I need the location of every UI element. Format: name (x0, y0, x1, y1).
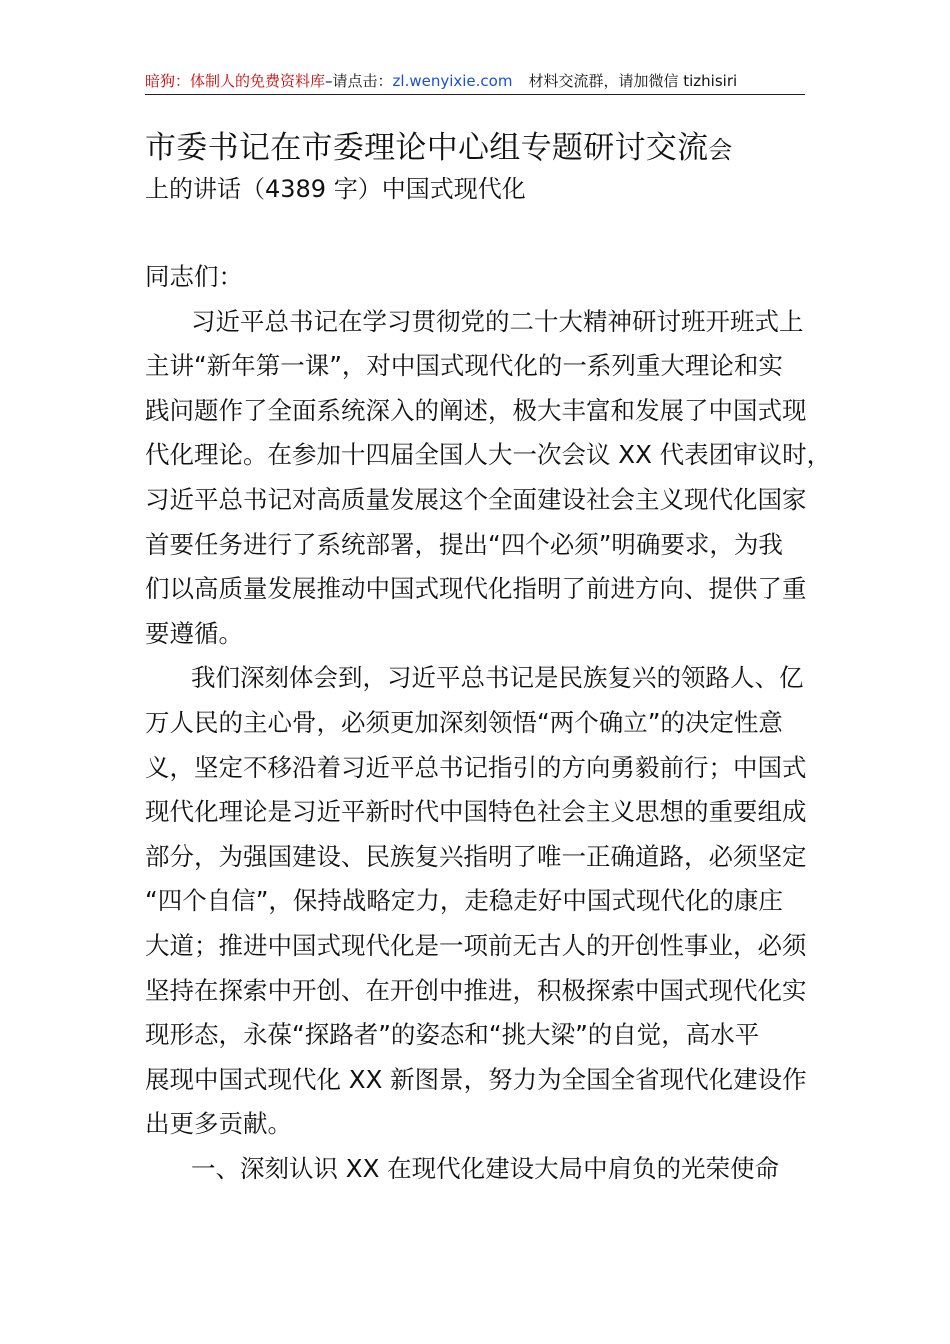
paragraph-1-line-7: 们以高质量发展推动中国式现代化指明了前进方向、提供了重 (145, 574, 807, 604)
header-click-prompt: –请点击： (325, 72, 393, 90)
title-tail: 会 (708, 136, 733, 164)
title-main: 市委书记在市委理论中心组专题研讨交流 (145, 130, 709, 166)
document-title (145, 124, 815, 172)
header-brand: 暗狗：体制人的免费资料库 (145, 72, 326, 90)
paragraph-2-line-3: 义，坚定不移沿着习近平总书记指引的方向勇毅前行；中国式 (145, 752, 807, 782)
page-header (145, 68, 805, 95)
paragraph-2-line-11: 出更多贡献。 (145, 1109, 292, 1139)
paragraph-2-line-6: “四个自信”，保持战略定力，走稳走好中国式现代化的康庄 (145, 886, 783, 916)
paragraph-1-line-1: 习近平总书记在学习贯彻党的二十大精神研讨班开班式上 (191, 306, 804, 336)
paragraph-2-line-2: 万人民的主心骨，必须更加深刻领悟“两个确立”的决定性意 (145, 707, 783, 737)
paragraph-1-line-5: 习近平总书记对高质量发展这个全面建设社会主义现代化国家 (145, 484, 807, 514)
paragraph-1-line-8: 要遵循。 (145, 618, 243, 648)
paragraph-2-line-10: 展现中国式现代化 XX 新图景，努力为全国全省现代化建设作 (145, 1064, 807, 1094)
paragraph-1-line-2: 主讲“新年第一课”，对中国式现代化的一系列重大理论和实 (145, 351, 783, 381)
paragraph-2-line-4: 现代化理论是习近平新时代中国特色社会主义思想的重要组成 (145, 797, 807, 827)
paragraph-2-line-1: 我们深刻体会到，习近平总书记是民族复兴的领路人、亿 (191, 663, 804, 693)
paragraph-1-line-6: 首要任务进行了系统部署，提出“四个必须”明确要求，为我 (145, 529, 783, 559)
header-link[interactable]: zl.wenyixie.com (392, 72, 513, 90)
document-subtitle: 上的讲话（4389 字）中国式现代化 (145, 175, 526, 203)
paragraph-2-line-7: 大道；推进中国式现代化是一项前无古人的开创性事业，必须 (145, 930, 807, 960)
greeting: 同志们： (145, 262, 243, 291)
paragraph-2-line-8: 坚持在探索中开创、在开创中推进，积极探索中国式现代化实 (145, 975, 807, 1005)
document-body (145, 255, 832, 1191)
paragraph-1-line-3: 践问题作了全面系统深入的阐述，极大丰富和发展了中国式现 (145, 395, 807, 425)
header-group-text: 材料交流群，请加微信 tizhisiri (528, 72, 738, 90)
paragraph-2-line-9: 现形态，永葆“探路者”的姿态和“挑大梁”的自觉，高水平 (145, 1020, 760, 1050)
section-heading-1: 一、深刻认识 XX 在现代化建设大局中肩负的光荣使命 (191, 1153, 780, 1183)
paragraph-2-line-5: 部分，为强国建设、民族复兴指明了唯一正确道路，必须坚定 (145, 841, 807, 871)
paragraph-1-line-4: 代化理论。在参加十四届全国人大一次会议 XX 代表团审议时， (145, 440, 832, 470)
